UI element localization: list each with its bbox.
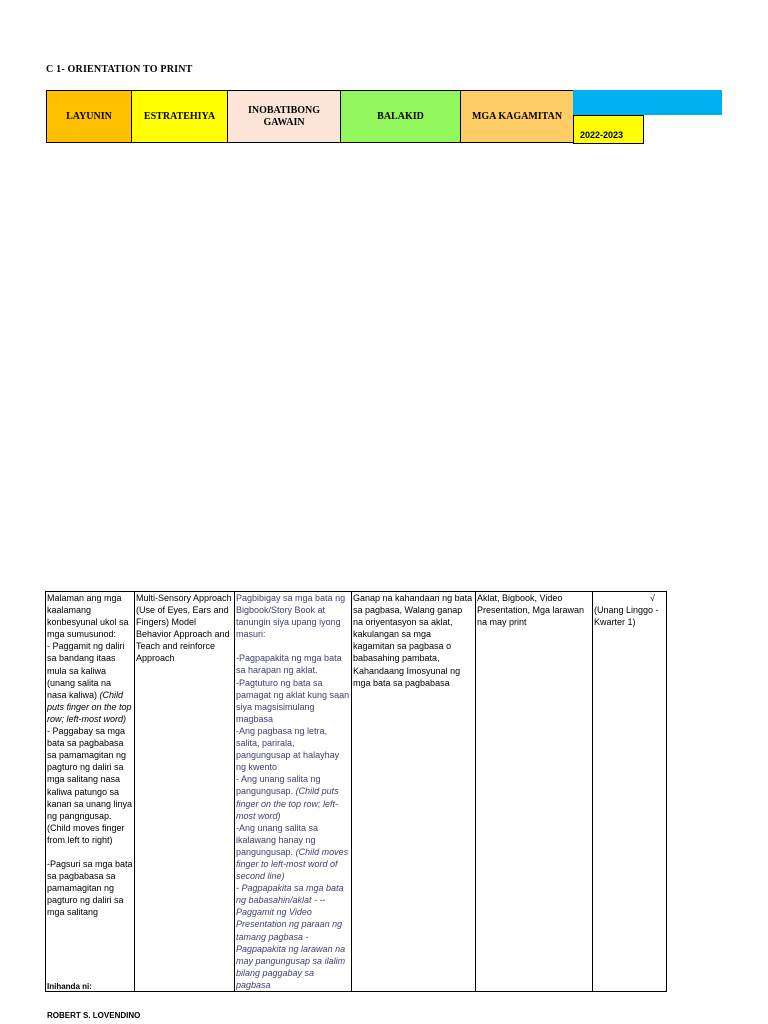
week-cell	[593, 592, 667, 992]
kagamitan-cell: Aklat, Bigbook, Video Presentation, Mga larawan na may print	[476, 592, 593, 992]
layunin-point-1: - Paggamit ng daliri sa bandang itaas mula sa kaliwa (unang salita na nasa kaliwa)	[47, 641, 125, 700]
balakid-cell: Ganap na kahandaan ng bata sa pagbasa, Walang ganap na oriyentasyon sa aklat, kakulangan sa mga kagamitan sa pagbasa o babasahing pambata, Kahandaang Imosyunal ng mga bata sa pagbabasa	[352, 592, 476, 992]
gawain-item-d-note: (Child puts finger on the top row; left-most word)	[236, 786, 339, 821]
header-layunin: LAYUNIN	[46, 90, 132, 143]
gawain-item-b: -Pagtuturo ng bata sa pamagat ng aklat kung saan siya magsisimulang magbasa	[236, 677, 350, 724]
header-mga-kagamitan: MGA KAGAMITAN	[460, 90, 574, 143]
gawain-intro: Pagbibigay sa mga bata ng Bigbook/Story Book at tanungin siya upang iyong masuri:	[236, 593, 346, 640]
blue-header-bar	[573, 90, 722, 115]
layunin-intro: Malaman ang mga kaalamang konbesyunal ukol sa mga sumusunod:	[47, 593, 129, 640]
header-inobatibong-gawain: INOBATIBONG GAWAIN	[227, 90, 341, 143]
preparer-name: ROBERT S. LOVENDINO	[47, 1011, 141, 1020]
gawain-item-e-note: (Child moves finger to left-most word of second line)	[236, 846, 349, 882]
table-row	[46, 592, 667, 992]
gawain-item-d: - Ang unang salita ng pangungusap.	[236, 774, 321, 797]
check-mark: √	[650, 593, 655, 603]
layunin-point-2: - Paggabay sa mga bata sa pagbabasa sa pamamagitan ng pagturo ng daliri sa mga salitang nasa kaliwa patungo sa kanan sa unang linya ng pangngusap. (Child moves finger from left to right)	[47, 726, 133, 845]
gawain-item-e: -Ang unang salita sa ikalawang hanay ng pangungusap.	[236, 822, 319, 857]
week-label: (Unang Linggo - Kwarter 1)	[594, 605, 659, 628]
school-year-cell: 2022-2023	[573, 115, 644, 144]
lesson-plan-table	[45, 591, 667, 992]
estratehiya-cell: Multi-Sensory Approach (Use of Eyes, Ears and Fingers) Model Behavior Approach and Teach and reinforce Approach	[135, 592, 235, 992]
inobatibong-gawain-cell	[235, 592, 352, 992]
gawain-item-f: - Pagpapakita sa mga bata ng babasahin/aklat - --Paggamit ng Video Presentation ng paraan ng tamang pagbasa - Pagpapakita ng larawan na may pangungusap sa ilalim bilang paggabay sa pagbasa	[236, 883, 346, 990]
prepared-by-label: Inihanda ni:	[47, 982, 92, 991]
gawain-item-a: -Pagpapakita ng mga bata sa harapan ng aklat.	[236, 653, 342, 676]
header-estratehiya: ESTRATEHIYA	[131, 90, 228, 143]
layunin-cell	[46, 592, 135, 992]
layunin-point-1-note: (Child puts finger on the top row; left-most word)	[47, 689, 132, 724]
document-title: C 1- ORIENTATION TO PRINT	[46, 64, 193, 75]
layunin-point-3: -Pagsuri sa mga bata sa pagbabasa sa pamamagitan ng pagturo ng daliri sa mga salitang	[47, 858, 133, 918]
header-balakid: BALAKID	[340, 90, 461, 143]
gawain-item-e-wrap	[236, 822, 350, 882]
gawain-item-c: -Ang pagbasa ng letra, salita, parirala, pangungusap at halayhay ng kwento	[236, 725, 340, 773]
